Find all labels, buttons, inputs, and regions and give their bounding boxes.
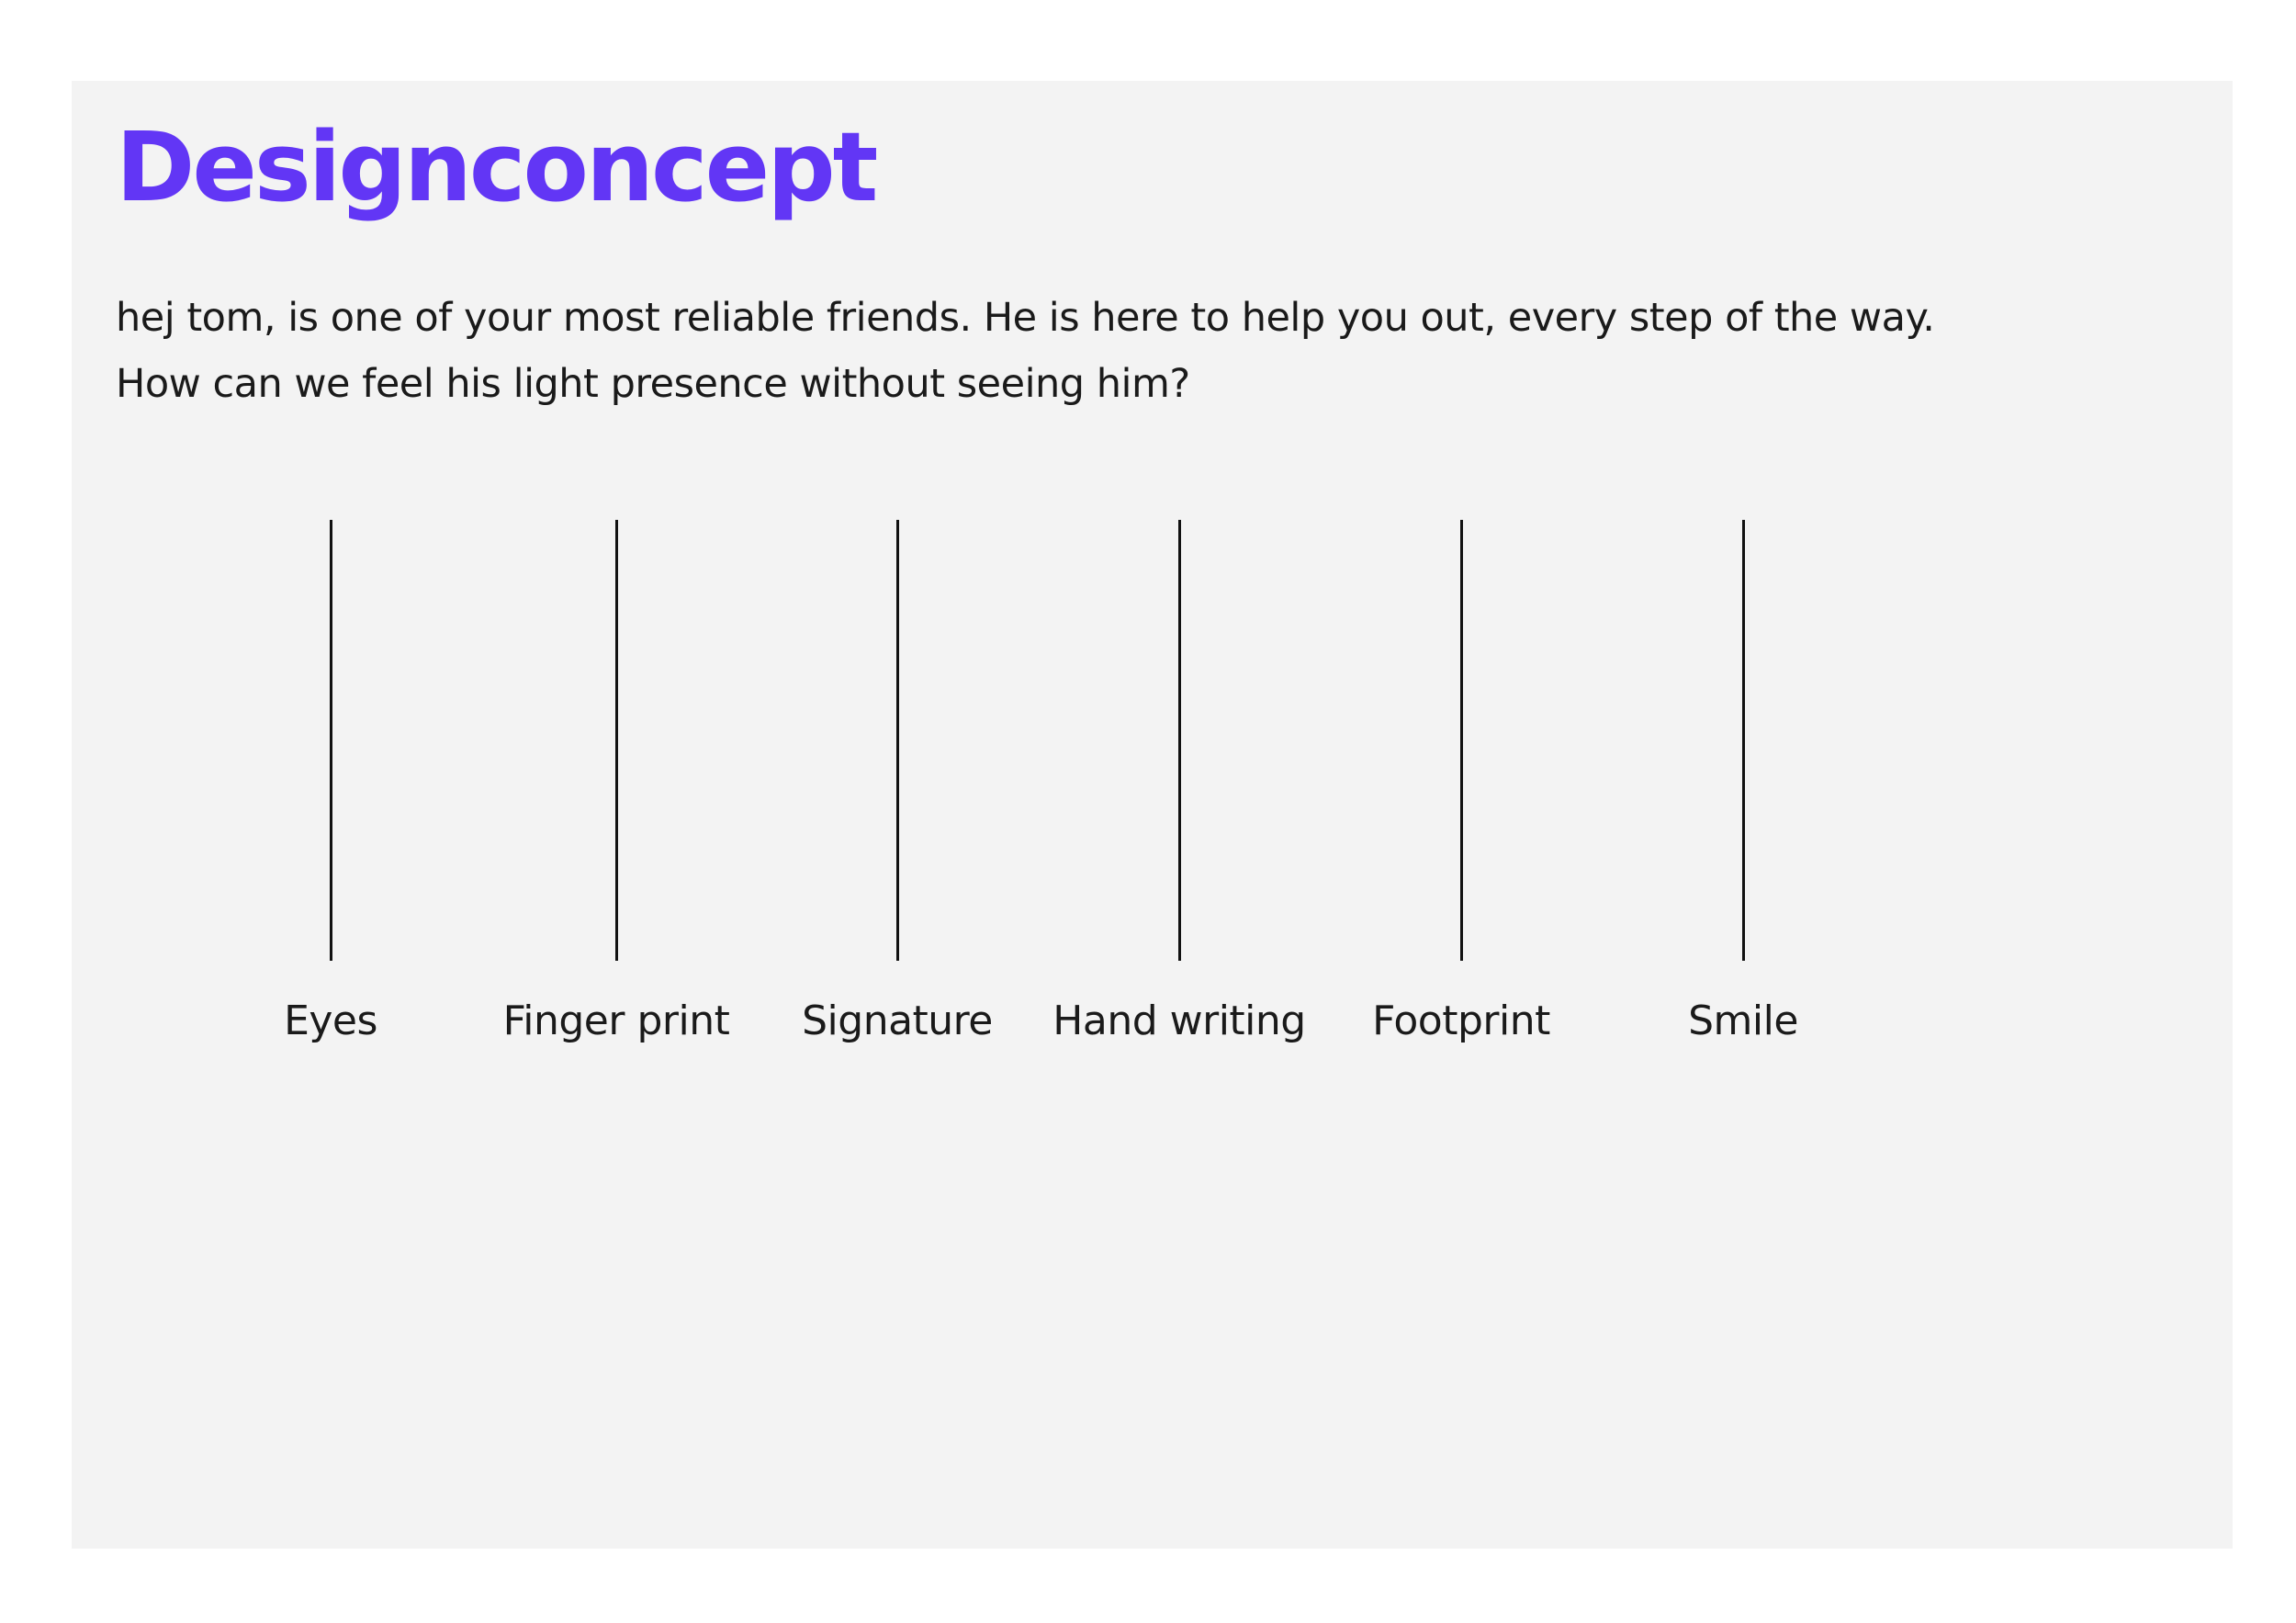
concept-label: Signature bbox=[802, 997, 993, 1044]
concept-divider-line bbox=[330, 520, 332, 961]
page-title: Designconcept bbox=[116, 111, 876, 223]
concept-smile bbox=[1578, 520, 1908, 1126]
concept-label: Finger print bbox=[502, 997, 730, 1044]
concept-label: Eyes bbox=[284, 997, 377, 1044]
intro-line-2: How can we feel his light presence without seeing him? bbox=[116, 361, 1190, 407]
concept-label: Smile bbox=[1688, 997, 1798, 1044]
concept-divider-line bbox=[615, 520, 618, 961]
concept-footprint bbox=[1296, 520, 1626, 1126]
concept-eyes bbox=[165, 520, 496, 1126]
intro-line-1: hej tom, is one of your most reliable friends. He is here to help you out, every step of the way. bbox=[116, 295, 1935, 341]
concept-divider-line bbox=[896, 520, 899, 961]
concept-label: Footprint bbox=[1372, 997, 1550, 1044]
concept-signature bbox=[732, 520, 1063, 1126]
slide-panel bbox=[72, 81, 2233, 1549]
concept-divider-line bbox=[1742, 520, 1745, 961]
concept-divider-line bbox=[1460, 520, 1463, 961]
concept-divider-line bbox=[1178, 520, 1181, 961]
concept-label: Hand writing bbox=[1052, 997, 1306, 1044]
concept-hand-writing bbox=[1014, 520, 1345, 1126]
intro-text bbox=[116, 285, 2182, 417]
